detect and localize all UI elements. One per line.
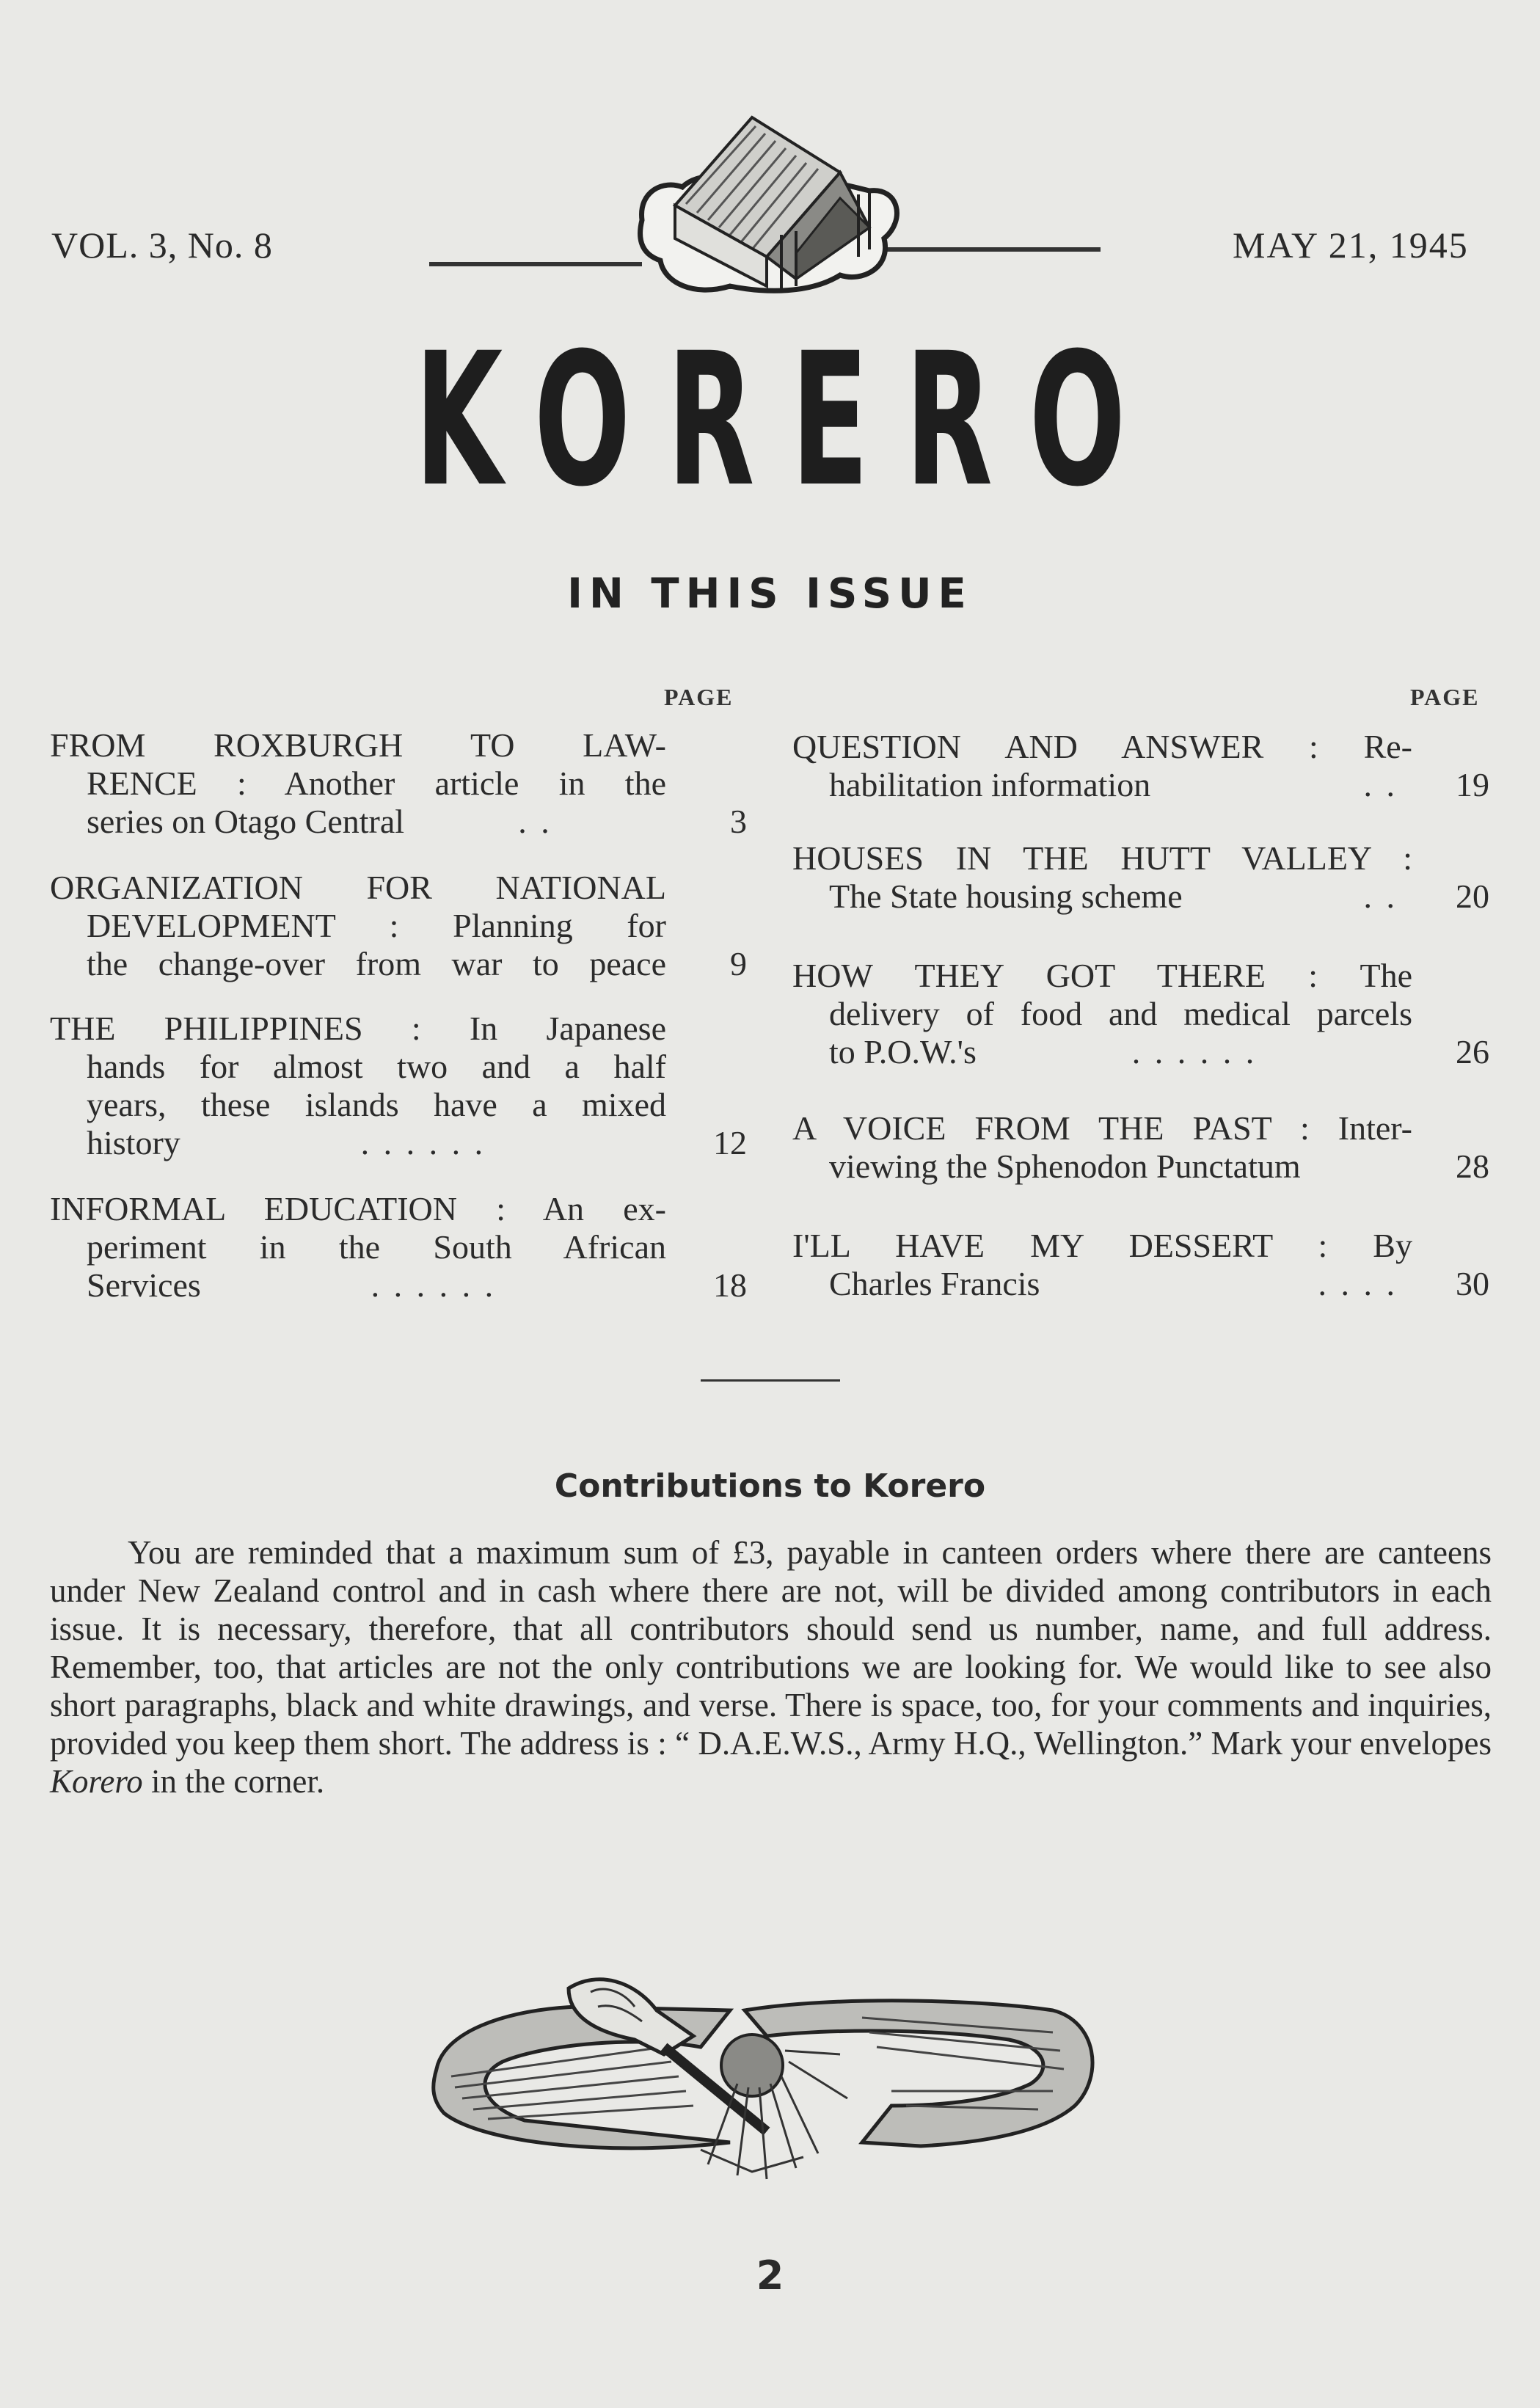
meeting-house-icon [641, 117, 897, 291]
toc-entry [792, 839, 1489, 916]
contributions-body [50, 1533, 1492, 1800]
toc-entry-title: INFORMAL EDUCATION : An ex- [50, 1190, 666, 1227]
toc-entry-title: The State housing scheme [829, 878, 1183, 915]
toc-entry-title: habilitation information [829, 766, 1151, 803]
toc-entry-title: ORGANIZATION FOR NATIONAL [50, 869, 666, 906]
toc-page-number: 12 [713, 1124, 747, 1161]
toc-entry-title: hands for almost two and a half [87, 1048, 666, 1085]
toc-entry-title: HOUSES IN THE HUTT VALLEY : [792, 839, 1412, 877]
toc-entry [792, 728, 1489, 804]
toc-page-number: 3 [730, 803, 747, 840]
toc-leaders: . . [1363, 878, 1398, 915]
toc-entry-title: series on Otago Central [87, 803, 405, 840]
page-number: 2 [756, 2252, 784, 2299]
contents-heading: IN THIS ISSUE [567, 570, 973, 618]
contributions-italic: Korero [50, 1763, 143, 1800]
toc-entry-title: DEVELOPMENT : Planning for [87, 907, 666, 944]
toc-entry-title: periment in the South African [87, 1228, 666, 1266]
toc-entry-title: HOW THEY GOT THERE : The [792, 957, 1412, 994]
toc-entry [50, 726, 747, 841]
volume-number: VOL. 3, No. 8 [51, 225, 273, 266]
toc-entry-title: A VOICE FROM THE PAST : Inter- [792, 1109, 1412, 1147]
issue-date: MAY 21, 1945 [1233, 225, 1469, 266]
toc-page-number: 9 [730, 945, 747, 982]
toc-page-number: 30 [1456, 1265, 1489, 1302]
toc-leaders: . . . . [1318, 1265, 1398, 1302]
toc-entry-title: RENCE : Another article in the [87, 765, 666, 802]
toc-page-number: 26 [1456, 1033, 1489, 1070]
toc-entry-title: delivery of food and medical parcels [829, 995, 1412, 1032]
contributions-text-end: in the corner. [142, 1763, 325, 1800]
taiaha-feathers-icon [422, 1966, 1104, 2186]
toc-entry-title: Charles Francis [829, 1265, 1040, 1302]
toc-page-number: 28 [1456, 1148, 1489, 1185]
toc-leaders: . . . . . . [371, 1266, 497, 1304]
toc-entry [792, 957, 1489, 1071]
toc-entry-title: THE PHILIPPINES : In Japanese [50, 1010, 666, 1047]
contributions-text: You are reminded that a maximum sum of £3, payable in canteen orders where there are canteens under New Zealand control and in cash where there are not, will be divided among contributors in each issue. It is necessary, therefore, that all contributors should send us number, name, and full address. Remember, too, that articles are not the only contributions we are looking for. We would like to see also short paragraphs, black and white drawings, and verse. There is space, too, for your comments and inquiries, provided you keep them short. The address is : “ D.A.E.W.S., Army H.Q., Wellington.” Mark your envelopes [50, 1534, 1492, 1762]
toc-leaders: . . [1363, 766, 1398, 803]
contributions-title: Contributions to Korero [554, 1467, 986, 1505]
toc-entry-title: to P.O.W.'s [829, 1033, 977, 1070]
toc-entry [50, 1010, 747, 1162]
toc-leaders: . . . . . . [1131, 1033, 1258, 1070]
toc-page-number: 18 [713, 1266, 747, 1304]
toc-page-number: 19 [1456, 766, 1489, 803]
toc-entry-title: the change-over from war to peace [87, 945, 666, 982]
toc-entry [792, 1109, 1489, 1186]
page-column-label-left: PAGE [664, 684, 734, 710]
toc-entry-title: years, these islands have a mixed [87, 1086, 666, 1123]
section-divider [701, 1379, 840, 1382]
page-column-label-right: PAGE [1410, 684, 1480, 710]
toc-entry-title: viewing the Sphenodon Punctatum [829, 1148, 1301, 1185]
toc-entry-title: Services [87, 1266, 201, 1304]
toc-leaders: . . [518, 803, 552, 840]
toc-entry [50, 869, 747, 983]
toc-entry-title: FROM ROXBURGH TO LAW- [50, 726, 666, 764]
masthead-emblem [429, 110, 1104, 330]
toc-entry-title: QUESTION AND ANSWER : Re- [792, 728, 1412, 765]
toc-entry [50, 1190, 747, 1305]
toc-entry-title: I'LL HAVE MY DESSERT : By [792, 1227, 1412, 1264]
toc-entry [792, 1227, 1489, 1303]
masthead-title: KORERO [415, 313, 1162, 527]
toc-leaders: . . . . . . [360, 1124, 486, 1161]
toc-entry-title: history [87, 1124, 180, 1161]
toc-page-number: 20 [1456, 878, 1489, 915]
